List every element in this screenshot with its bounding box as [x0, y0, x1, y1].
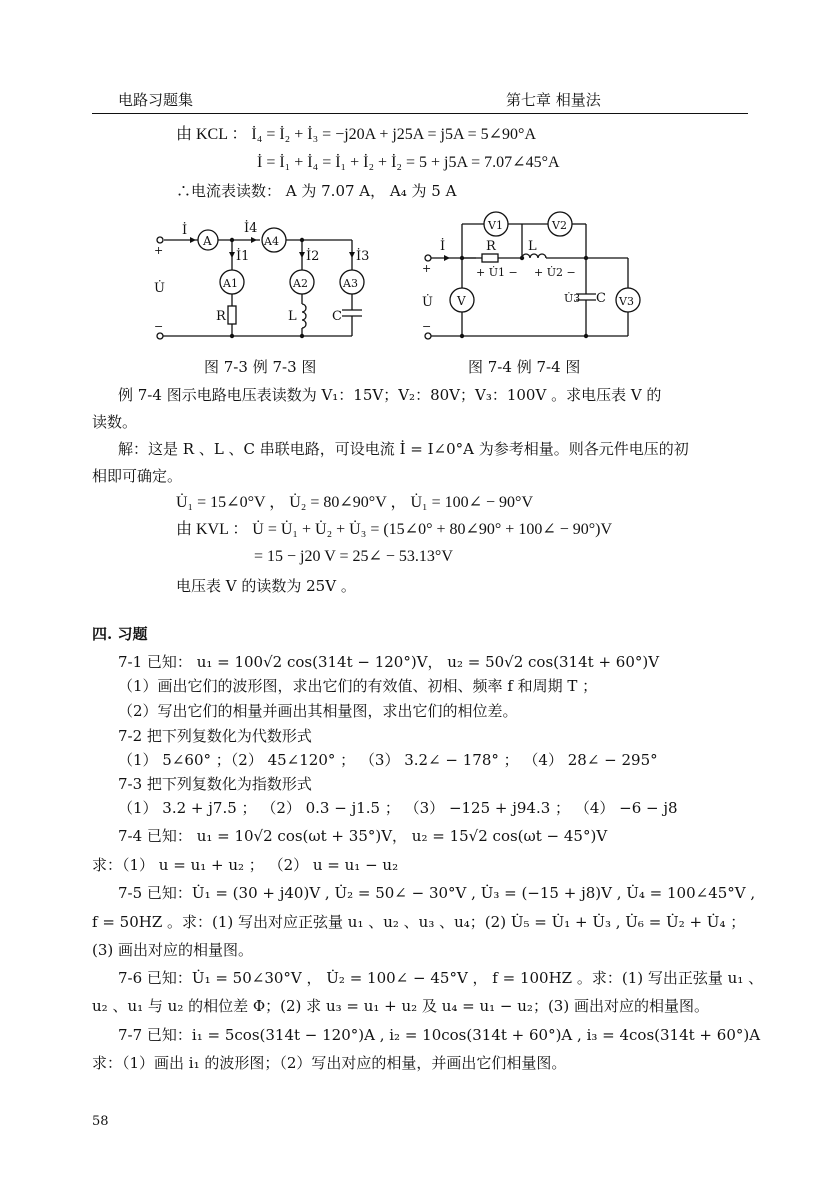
example-7-4-problem-line2: 读数。	[92, 413, 138, 431]
exercise-7-5-line3: (3) 画出对应的相量图。	[92, 941, 254, 959]
example-7-4-solution-line2: 相即可确定。	[92, 467, 183, 485]
fig73-label-R: R	[216, 309, 226, 324]
page-number: 58	[92, 1114, 109, 1129]
exercise-7-4: 7-4 已知： u₁ = 10√2 cos(ωt + 35°)V， u₂ = 15√2 cos(ωt − 45°)V	[118, 827, 608, 845]
voltmeter-V1: V1	[488, 219, 503, 232]
exercise-7-7-line2: 求：（1）画出 i₁ 的波形图；（2）写出对应的相量，并画出它们相量图。	[92, 1054, 567, 1072]
exercise-7-1-part1: （1）画出它们的波形图，求出它们的有效值、初相、频率 f 和周期 T ；	[118, 677, 598, 695]
exercise-7-6: 7-6 已知：U̇₁ = 50∠30°V ， U̇₂ = 100∠ − 45°V ， f = 100HZ 。求：(1) 写出正弦量 u₁ 、	[118, 969, 764, 987]
ammeter-A: A	[203, 234, 212, 248]
kcl-equation: 由 KCL ： İ₄ = İ₂ + İ₃ = −j20A + j25A = j5A = 5∠90°A	[176, 126, 537, 143]
fig74-label-U2: + U̇2 −	[534, 266, 576, 279]
example-7-4-solution-line1: 解：这是 R 、L 、C 串联电路，可设电流 İ = I∠0°A 为参考相量。则各元件电压的初	[118, 440, 689, 458]
example-7-4-eq1: U̇₁ = 15∠0°V ， U̇₂ = 80∠90°V ， U̇₁ = 100∠ − 90°V	[176, 494, 533, 511]
ammeter-A2: A2	[293, 277, 308, 290]
voltmeter-V2: V2	[552, 219, 567, 232]
fig73-label-U: U̇	[154, 281, 165, 296]
example-7-4-problem-line1: 例 7-4 图示电路电压表读数为 V₁：15V；V₂：80V；V₃：100V 。求电压表 V 的	[118, 386, 662, 404]
fig73-label-I4: İ4	[244, 221, 258, 236]
exercise-7-3: 7-3 把下列复数化为指数形式	[118, 775, 312, 793]
fig73-label-I: İ	[182, 223, 188, 238]
fig74-label-U: U̇	[422, 295, 433, 310]
fig73-label-L: L	[288, 309, 297, 324]
example-7-4-result: 电压表 V 的读数为 25V 。	[176, 577, 356, 595]
example-7-4-eq2: 由 KVL ： U̇ = U̇₁ + U̇₂ + U̇₃ = (15∠0° + 80∠90° + 100∠ − 90°)V	[176, 521, 613, 538]
fig73-label-I1: İ1	[236, 249, 250, 264]
ammeter-A1: A1	[223, 277, 238, 290]
fig73-minus: −	[154, 320, 164, 333]
fig74-label-R: R	[486, 239, 496, 254]
exercise-7-2: 7-2 把下列复数化为代数形式	[118, 727, 312, 745]
caption-fig-7-4: 图 7-4 例 7-4 图	[468, 358, 581, 376]
voltmeter-V: V	[457, 294, 466, 308]
exercise-7-1: 7-1 已知： u₁ = 100√2 cos(314t − 120°)V， u₂ = 50√2 cos(314t + 60°)V	[118, 653, 660, 671]
exercise-7-5: 7-5 已知：U̇₁ = (30 + j40)V , U̇₂ = 50∠ − 30°V , U̇₃ = (−15 + j8)V , U̇₄ = 100∠45°V ,	[118, 884, 756, 902]
header-left: 电路习题集	[118, 91, 194, 109]
fig73-label-I2: İ2	[306, 249, 320, 264]
circuit-figure-7-3	[150, 210, 390, 350]
exercise-7-6-line2: u₂ 、u₁ 与 u₂ 的相位差 Φ；(2) 求 u₃ = u₁ + u₂ 及 u₄ = u₁ − u₂；(3) 画出对应的相量图。	[92, 997, 709, 1015]
header-right: 第七章 相量法	[506, 91, 601, 109]
example-7-4-eq3: = 15 − j20 V = 25∠ − 53.13°V	[254, 548, 453, 565]
fig74-label-U1: + U̇1 −	[476, 266, 518, 279]
exercise-7-4-parts: 求：（1） u = u₁ + u₂ ； （2） u = u₁ − u₂	[92, 856, 399, 874]
exercise-7-3-parts: （1） 3.2 + j7.5 ； （2） 0.3 − j1.5 ； （3） −125 + j94.3 ； （4） −6 − j8	[118, 799, 678, 817]
section-title: 四. 习题	[92, 625, 148, 643]
exercise-7-5-line2: f = 50HZ 。求：(1) 写出对应正弦量 u₁ 、u₂ 、u₃ 、u₄；(2) U̇₅ = U̇₁ + U̇₃ , U̇₆ = U̇₂ + U̇₄ ；	[92, 913, 746, 931]
fig74-plus: +	[422, 262, 432, 275]
voltmeter-V3: V3	[619, 295, 634, 308]
fig74-label-L: L	[528, 239, 537, 254]
total-current-equation: İ = İ₁ + İ₄ = İ₁ + İ₂ + İ₂ = 5 + j5A = 7.07∠45°A	[257, 154, 560, 171]
fig74-label-C: C	[596, 291, 606, 306]
fig73-plus: +	[154, 244, 164, 257]
exercise-7-1-part2: （2）写出它们的相量并画出其相量图，求出它们的相位差。	[118, 702, 518, 720]
header-rule	[92, 113, 748, 114]
fig74-label-I: İ	[440, 239, 446, 254]
ammeter-A3: A3	[343, 277, 358, 290]
circuit-figure-7-4	[418, 210, 658, 350]
exercise-7-7: 7-7 已知：i₁ = 5cos(314t − 120°)A , i₂ = 10cos(314t + 60°)A , i₃ = 4cos(314t + 60°)A	[118, 1026, 761, 1044]
fig73-label-I3: İ3	[356, 249, 370, 264]
fig73-label-C: C	[332, 309, 342, 324]
exercise-7-2-parts: （1） 5∠60° ；（2） 45∠120° ； （3） 3.2∠ − 178° ； （4） 28∠ − 295°	[118, 751, 658, 769]
ammeter-A4: A4	[264, 235, 279, 248]
ammeter-reading: ∴电流表读数： A 为 7.07 A， A₄ 为 5 A	[176, 182, 457, 200]
fig74-minus: −	[422, 320, 432, 333]
caption-fig-7-3: 图 7-3 例 7-3 图	[204, 358, 317, 376]
fig74-label-U3: U̇3	[564, 292, 581, 305]
